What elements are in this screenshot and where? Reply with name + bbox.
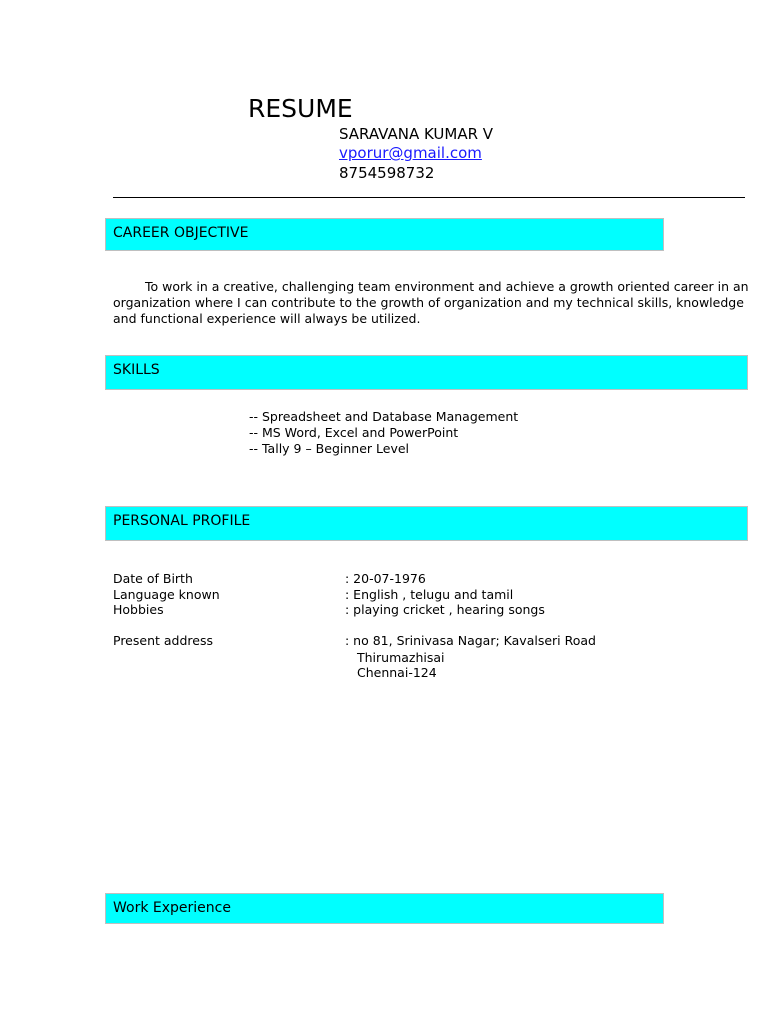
address-line-3: Chennai-124 — [357, 665, 437, 680]
skill-item: -- Tally 9 – Beginner Level — [249, 441, 410, 456]
work-experience-label: Work Experience — [113, 900, 231, 916]
address-label: Present address — [113, 633, 213, 648]
personal-profile-heading — [105, 506, 748, 541]
career-objective-label: CAREER OBJECTIVE — [113, 225, 249, 241]
personal-profile-label: PERSONAL PROFILE — [113, 513, 251, 529]
address-line-2: Thirumazhisai — [357, 650, 445, 665]
language-label: Language known — [113, 587, 220, 602]
header-divider — [113, 197, 745, 198]
email-link[interactable]: vporur@gmail.com — [339, 144, 482, 162]
dob-value: : 20-07-1976 — [345, 571, 426, 586]
skills-heading — [105, 355, 748, 390]
hobbies-value: : playing cricket , hearing songs — [345, 602, 545, 617]
language-value: : English , telugu and tamil — [345, 587, 514, 602]
hobbies-label: Hobbies — [113, 602, 164, 617]
career-objective-heading — [105, 218, 664, 251]
objective-line-2: organization where I can contribute to the growth of organization and my technical skills, knowledge — [113, 295, 744, 310]
work-experience-heading — [105, 893, 664, 924]
skill-item: -- MS Word, Excel and PowerPoint — [249, 425, 459, 440]
resume-title: RESUME — [248, 94, 353, 123]
phone-number: 8754598732 — [339, 164, 435, 182]
skills-label: SKILLS — [113, 362, 160, 378]
candidate-name: SARAVANA KUMAR V — [339, 125, 494, 143]
objective-line-1: To work in a creative, challenging team environment and achieve a growth oriented career in an — [145, 279, 749, 294]
dob-label: Date of Birth — [113, 571, 193, 586]
skills-list — [249, 409, 518, 457]
address-line-1: : no 81, Srinivasa Nagar; Kavalseri Road — [345, 633, 596, 648]
skill-item: -- Spreadsheet and Database Management — [249, 409, 519, 424]
objective-line-3: and functional experience will always be utilized. — [113, 311, 421, 326]
career-objective-text — [113, 279, 763, 327]
